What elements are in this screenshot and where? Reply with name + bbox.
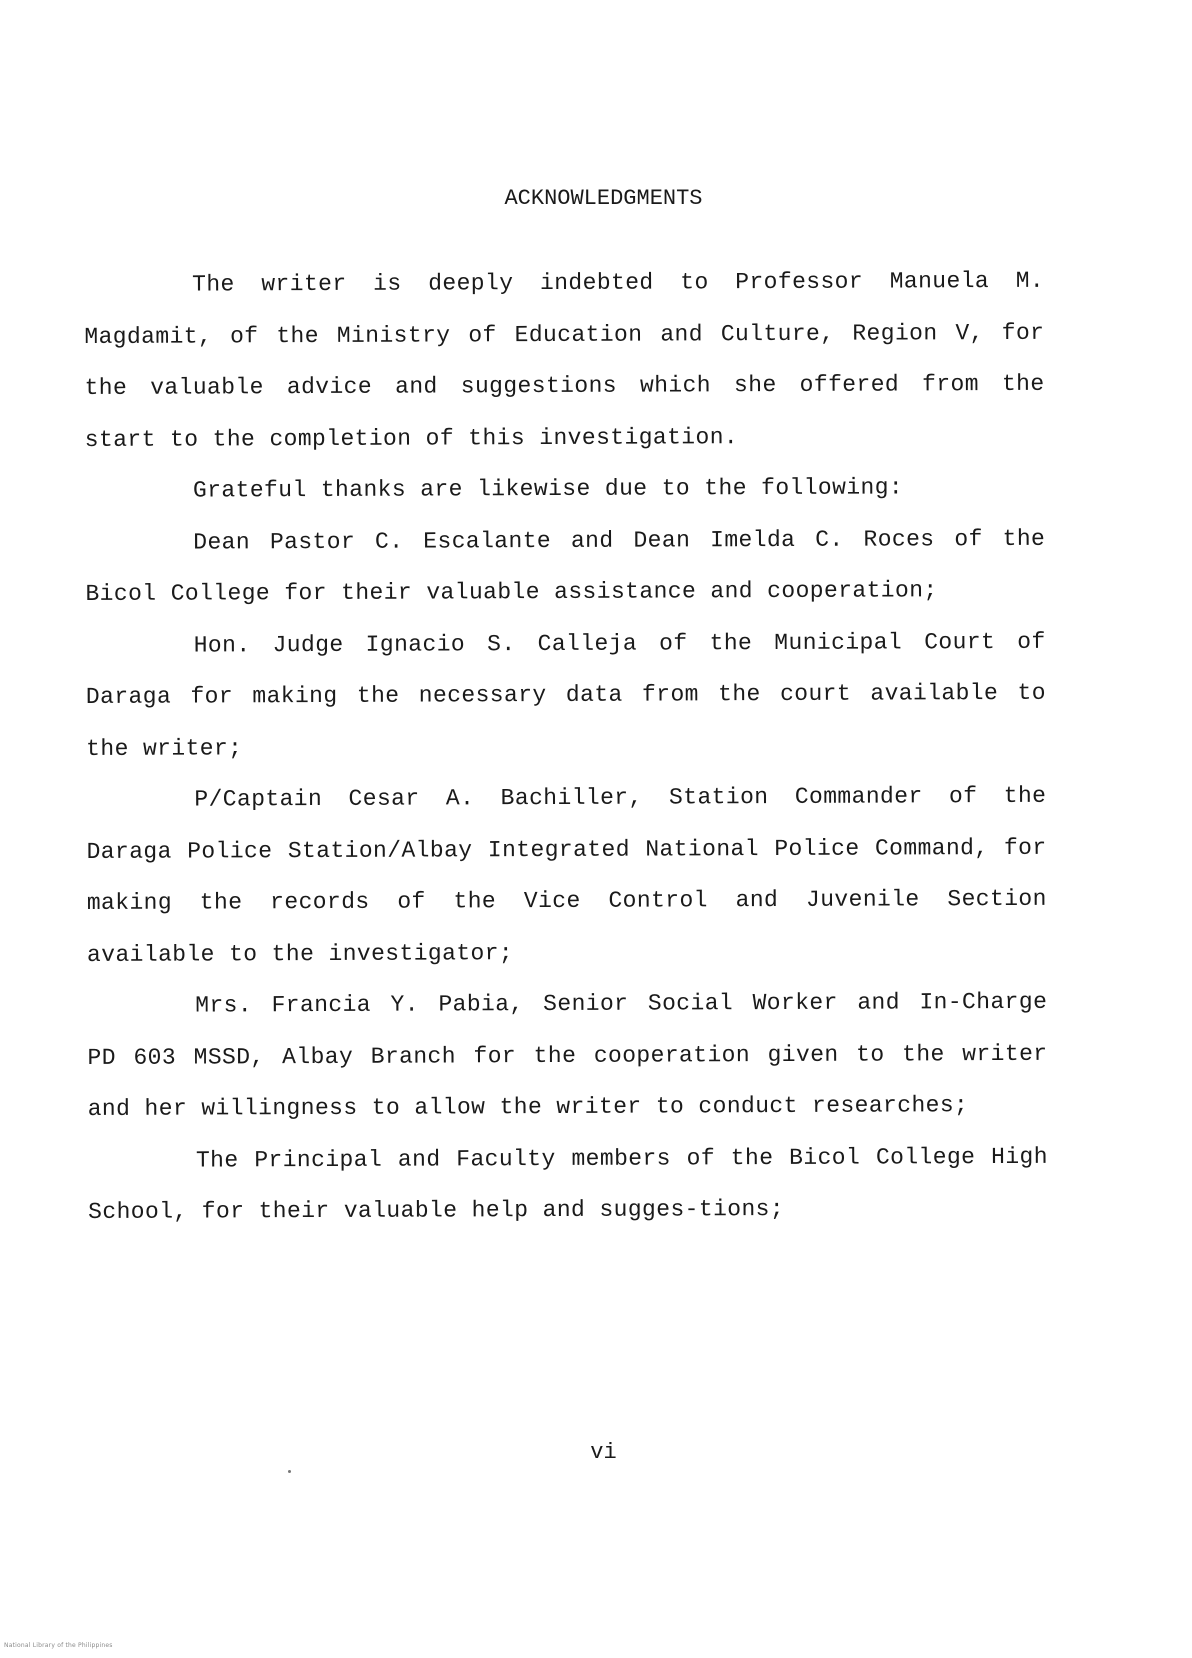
paragraph-deans: Dean Pastor C. Escalante and Dean Imelda C. Roces of the Bicol College for their valuable assistance and cooperation; xyxy=(85,525,1046,607)
paragraph-faculty: The Principal and Faculty members of the Bicol College High School, for their valuable help and sugges-tions; xyxy=(88,1143,1048,1225)
page-heading: ACKNOWLEDGMENTS xyxy=(504,186,703,211)
paragraph-intro: The writer is deeply indebted to Professor Manuela M. Magdamit, of the Ministry of Education and Culture, Region V, for the valuable advice and suggestions which she offered from the start to the completion of this investigation. xyxy=(84,267,1045,453)
paragraph-thanks: Grateful thanks are likewise due to the following: xyxy=(192,474,904,504)
paragraph-captain: P/Captain Cesar A. Bachiller, Station Commander of the Daraga Police Station/Albay Integrated National Police Command, for making the records of the Vice Control and Juvenile Section available to the investigator; xyxy=(86,782,1047,968)
paragraph-social-worker: Mrs. Francia Y. Pabia, Senior Social Worker and In-Charge PD 603 MSSD, Albay Branch for the cooperation given to the writer and her willingness to allow the writer to conduct researches; xyxy=(87,988,1048,1122)
acknowledgments-body xyxy=(84,256,1048,1239)
paragraph-judge: Hon. Judge Ignacio S. Calleja of the Municipal Court of Daraga for making the necessary data from the court available to the writer; xyxy=(85,628,1046,762)
scan-speck xyxy=(288,1470,291,1473)
page-number: vi xyxy=(590,1440,617,1465)
scan-footer: National Library of the Philippines xyxy=(4,1642,113,1649)
